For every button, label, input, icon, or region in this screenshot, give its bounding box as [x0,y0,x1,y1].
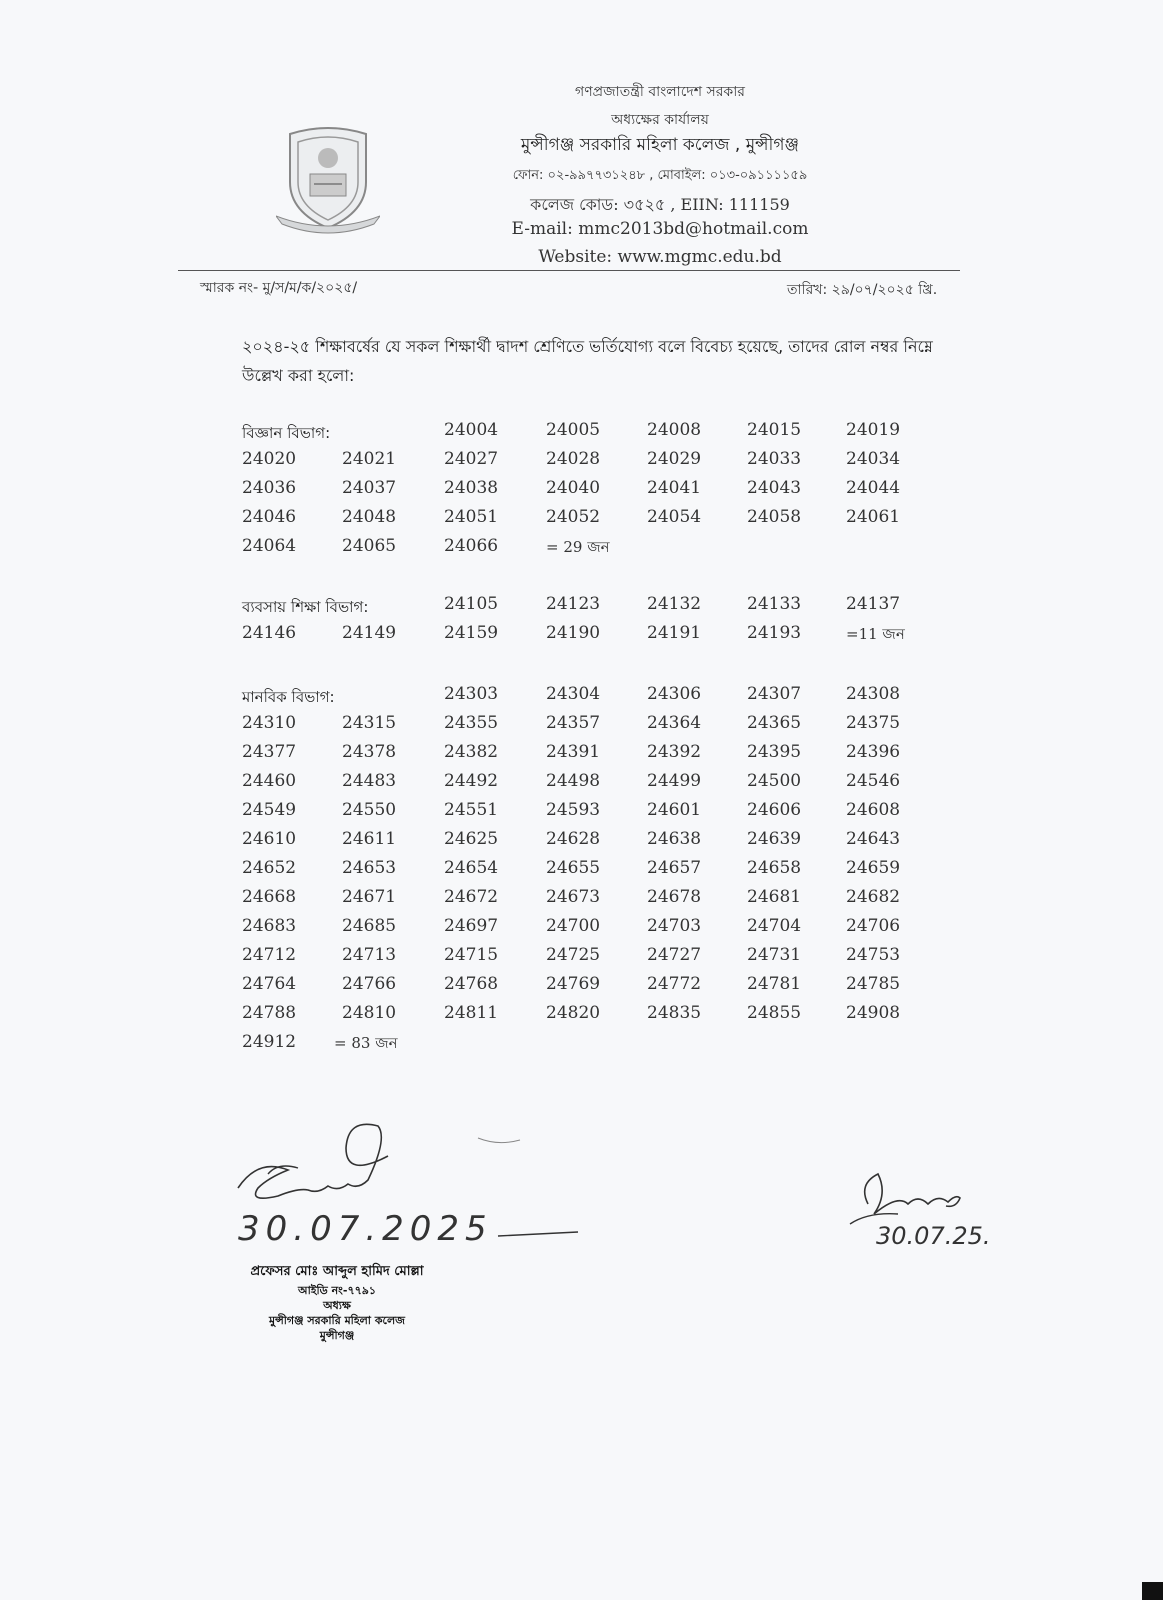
roll-number: 24551 [444,800,499,820]
roll-number: 24064 [242,536,297,556]
roll-number: 24673 [546,887,601,907]
roll-number: 24550 [342,800,397,820]
roll-number: 24788 [242,1003,297,1023]
roll-number: 24725 [546,945,601,965]
roll-number: 24149 [342,623,397,643]
roll-number: 24654 [444,858,499,878]
roll-number: 24658 [747,858,802,878]
intro-paragraph: ২০২৪-২৫ শিক্ষাবর্ষের যে সকল শিক্ষার্থী দ্বাদশ শ্রেণিতে ভর্তিযোগ্য বলে বিবেচ্য হয়েছে, তাদের রোল নম্বর নিম্নে উল্লেখ করা হলো: [242,337,933,385]
roll-number: 24036 [242,478,297,498]
roll-number: 24044 [846,478,901,498]
issue-date: তারিখ: ২৯/০৭/২০২৫ খ্রি. [787,282,938,298]
roll-number: 24703 [647,916,702,936]
roll-number: 24303 [444,684,499,704]
section-total: = 83 জন [334,1034,398,1052]
section-heading: ব্যবসায় শিক্ষা বিভাগ: [242,598,369,616]
roll-number: 24029 [647,449,702,469]
roll-number: 24132 [647,594,702,614]
roll-number: 24639 [747,829,802,849]
roll-number: 24753 [846,945,901,965]
principal-title: অধ্যক্ষ [323,1299,351,1312]
header-website: Website: www.mgmc.edu.bd [538,247,782,267]
section-total: =11 জন [846,625,905,643]
roll-number: 24191 [647,623,702,643]
principal-name: প্রফেসর মোঃ আব্দুল হামিদ মোল্লা [250,1264,424,1279]
roll-number: 24033 [747,449,802,469]
roll-number: 24498 [546,771,601,791]
roll-number: 24492 [444,771,499,791]
roll-number: 24008 [647,420,702,440]
roll-number: 24706 [846,916,901,936]
header-government: গণপ্রজাতন্ত্রী বাংলাদেশ সরকার [575,84,745,100]
roll-number: 24855 [747,1003,802,1023]
roll-number: 24681 [747,887,802,907]
roll-number: 24054 [647,507,702,527]
roll-number: 24105 [444,594,499,614]
principal-stamp [222,1262,452,1343]
roll-number: 24683 [242,916,297,936]
roll-number: 24810 [342,1003,397,1023]
roll-number: 24659 [846,858,901,878]
roll-number: 24051 [444,507,499,527]
principal-signature-date: 30.07.2025 [238,1209,493,1249]
roll-number: 24061 [846,507,901,527]
roll-number: 24364 [647,713,702,733]
roll-number: 24731 [747,945,802,965]
roll-number: 24835 [647,1003,702,1023]
roll-number: 24005 [546,420,601,440]
roll-number: 24133 [747,594,802,614]
roll-number: 24766 [342,974,397,994]
roll-number: 24034 [846,449,901,469]
roll-number: 24628 [546,829,601,849]
roll-number: 24037 [342,478,397,498]
header-email: E-mail: mmc2013bd@hotmail.com [511,219,809,239]
roll-number: 24820 [546,1003,601,1023]
roll-number: 24499 [647,771,702,791]
roll-number: 24020 [242,449,297,469]
roll-number: 24652 [242,858,297,878]
roll-number: 24310 [242,713,297,733]
roll-number: 24357 [546,713,601,733]
roll-number: 24697 [444,916,499,936]
roll-number: 24483 [342,771,397,791]
roll-number: 24123 [546,594,601,614]
roll-number: 24378 [342,742,397,762]
roll-number: 24549 [242,800,297,820]
roll-number: 24038 [444,478,499,498]
section-total: = 29 জন [546,538,610,556]
roll-number: 24769 [546,974,601,994]
roll-number: 24058 [747,507,802,527]
roll-number: 24781 [747,974,802,994]
principal-id: আইডি নং-৭৭৯১ [297,1284,377,1297]
memo-number: স্মারক নং- মু/স/ম/ক/২০২৫/ [200,280,358,296]
roll-number: 24015 [747,420,802,440]
roll-number: 24811 [444,1003,499,1023]
roll-number: 24772 [647,974,702,994]
roll-number: 24700 [546,916,601,936]
roll-number: 24908 [846,1003,901,1023]
roll-number: 24028 [546,449,601,469]
roll-number: 24727 [647,945,702,965]
roll-number: 24657 [647,858,702,878]
roll-number: 24048 [342,507,397,527]
roll-number: 24396 [846,742,901,762]
roll-number: 24066 [444,536,499,556]
roll-number: 24611 [342,829,397,849]
roll-number: 24004 [444,420,499,440]
roll-number: 24392 [647,742,702,762]
roll-number: 24460 [242,771,297,791]
roll-number: 24655 [546,858,601,878]
roll-number: 24685 [342,916,397,936]
roll-number: 24137 [846,594,901,614]
header-phone: ফোন: ০২-৯৯৭৭৩১২৪৮ , মোবাইল: ০১৩-০৯১১১১৫৯ [512,168,808,183]
roll-number: 24682 [846,887,901,907]
scan-corner-mark [1142,1582,1163,1600]
roll-number: 24052 [546,507,601,527]
header-college-name: মুন্সীগঞ্জ সরকারি মহিলা কলেজ , মুন্সীগঞ্জ [520,135,800,155]
header-divider [178,270,960,271]
roll-number: 24043 [747,478,802,498]
roll-number: 24159 [444,623,499,643]
section-heading: মানবিক বিভাগ: [242,688,335,706]
roll-number: 24041 [647,478,702,498]
roll-number: 24391 [546,742,601,762]
roll-number: 24046 [242,507,297,527]
roll-number: 24712 [242,945,297,965]
roll-number: 24704 [747,916,802,936]
second-signature [838,1164,1038,1254]
header-college-code: কলেজ কোড: ৩৫২৫ , EIIN: 111159 [530,195,790,214]
roll-number: 24672 [444,887,499,907]
roll-number: 24500 [747,771,802,791]
roll-number: 24065 [342,536,397,556]
roll-number: 24146 [242,623,297,643]
roll-number: 24668 [242,887,297,907]
roll-number: 24785 [846,974,901,994]
roll-number: 24653 [342,858,397,878]
principal-signature [228,1118,588,1258]
roll-number: 24377 [242,742,297,762]
roll-number: 24912 [242,1032,297,1052]
roll-number: 24768 [444,974,499,994]
header-office: অধ্যক্ষের কার্যালয় [611,112,709,128]
roll-number: 24190 [546,623,601,643]
roll-number: 24021 [342,449,397,469]
roll-number: 24764 [242,974,297,994]
roll-number: 24193 [747,623,802,643]
roll-number: 24304 [546,684,601,704]
roll-number: 24315 [342,713,397,733]
roll-number: 24643 [846,829,901,849]
roll-number: 24593 [546,800,601,820]
principal-org: মুন্সীগঞ্জ সরকারি মহিলা কলেজ [269,1314,405,1327]
roll-number: 24601 [647,800,702,820]
roll-number: 24040 [546,478,601,498]
roll-number: 24306 [647,684,702,704]
roll-number: 24606 [747,800,802,820]
roll-number: 24395 [747,742,802,762]
roll-number: 24382 [444,742,499,762]
roll-number: 24355 [444,713,499,733]
roll-number: 24365 [747,713,802,733]
roll-number: 24027 [444,449,499,469]
roll-number: 24375 [846,713,901,733]
roll-number: 24308 [846,684,901,704]
roll-number: 24019 [846,420,901,440]
roll-number: 24608 [846,800,901,820]
roll-number: 24713 [342,945,397,965]
section-heading: বিজ্ঞান বিভাগ: [242,424,331,442]
roll-number: 24671 [342,887,397,907]
roll-number: 24610 [242,829,297,849]
roll-number: 24546 [846,771,901,791]
roll-number: 24307 [747,684,802,704]
roll-number: 24715 [444,945,499,965]
second-signature-date: 30.07.25. [876,1222,991,1250]
roll-number: 24678 [647,887,702,907]
roll-number: 24625 [444,829,499,849]
roll-number: 24638 [647,829,702,849]
college-emblem-logo [276,124,380,236]
principal-place: মুন্সীগঞ্জ [319,1329,355,1342]
